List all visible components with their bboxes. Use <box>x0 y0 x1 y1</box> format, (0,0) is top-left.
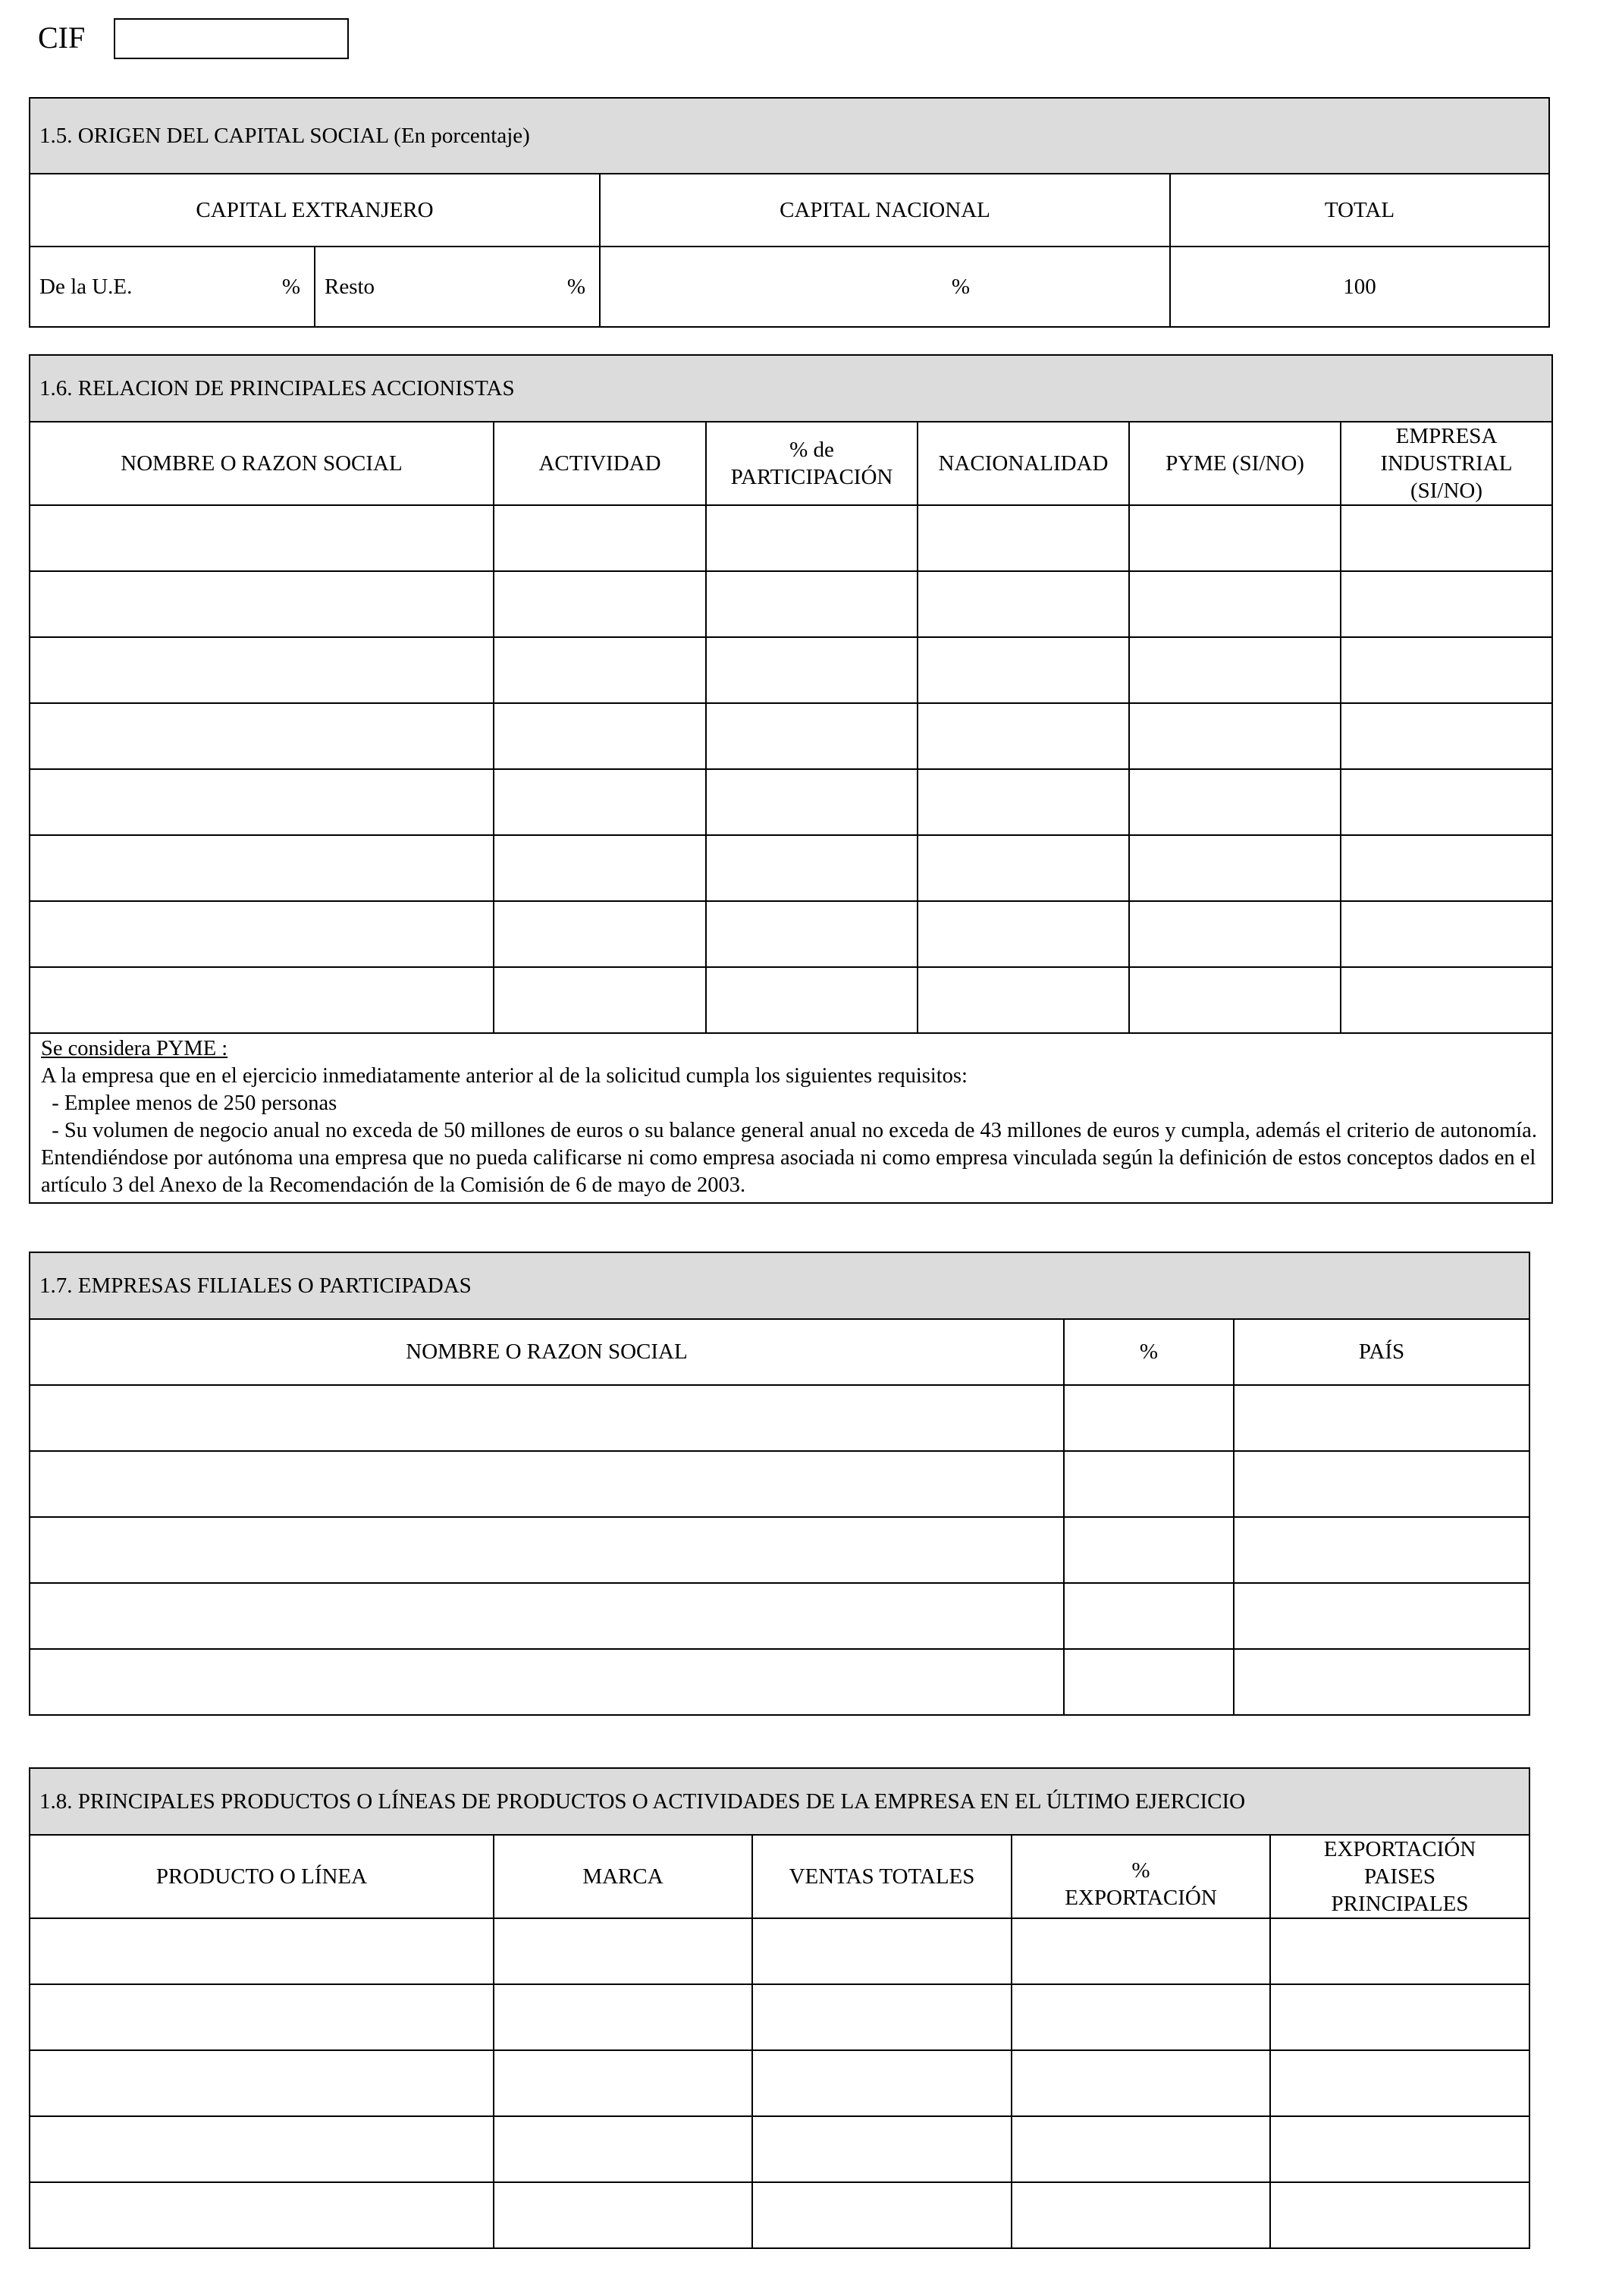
ue-percent-sign: % <box>281 274 301 299</box>
industrial-header-line1: EMPRESA <box>1395 424 1498 448</box>
shareholder-cell[interactable] <box>30 505 494 571</box>
shareholder-cell-input[interactable] <box>30 724 493 749</box>
product-cell[interactable] <box>494 1918 752 1984</box>
shareholder-cell[interactable] <box>1129 769 1341 835</box>
product-cell[interactable] <box>30 2182 494 2248</box>
product-cell[interactable] <box>494 1984 752 2050</box>
product-row <box>30 2050 1529 2116</box>
product-cell[interactable] <box>1270 1984 1529 2050</box>
export-countries-header <box>1270 1835 1529 1918</box>
total-header: TOTAL <box>1170 174 1549 247</box>
shareholder-row <box>30 967 1552 1033</box>
subsidiary-cell[interactable] <box>1064 1583 1234 1649</box>
shareholder-cell[interactable] <box>918 901 1129 967</box>
shareholder-cell[interactable] <box>918 769 1129 835</box>
shareholder-cell-input[interactable] <box>1341 988 1551 1013</box>
subsidiary-cell[interactable] <box>1234 1385 1529 1451</box>
product-cell[interactable] <box>1012 2116 1270 2182</box>
shareholder-cell-input[interactable] <box>1130 988 1340 1013</box>
shareholder-row <box>30 901 1552 967</box>
ue-cell[interactable] <box>30 247 315 327</box>
shareholder-cell[interactable] <box>1129 505 1341 571</box>
subsidiary-cell-input[interactable] <box>30 1472 1063 1497</box>
section-1-6-title: 1.6. RELACION DE PRINCIPALES ACCIONISTAS <box>30 355 1552 422</box>
product-cell[interactable] <box>1012 2050 1270 2116</box>
product-cell[interactable] <box>30 1984 494 2050</box>
shareholder-cell-input[interactable] <box>30 856 493 881</box>
product-cell[interactable] <box>752 1984 1012 2050</box>
shareholder-cell-input[interactable] <box>707 790 917 815</box>
subsidiary-cell[interactable] <box>1234 1517 1529 1583</box>
subsidiary-row <box>30 1385 1529 1451</box>
subsidiary-cell-input[interactable] <box>1065 1604 1233 1629</box>
shareholder-cell-input[interactable] <box>1130 658 1340 683</box>
shareholder-cell-input[interactable] <box>918 526 1128 551</box>
shareholder-cell[interactable] <box>1341 835 1552 901</box>
export-percent-line2: EXPORTACIÓN <box>1065 1886 1217 1910</box>
marca-header: MARCA <box>494 1835 752 1918</box>
section-1-7-title: 1.7. EMPRESAS FILIALES O PARTICIPADAS <box>30 1252 1529 1319</box>
nacionalidad-header: NACIONALIDAD <box>918 422 1129 505</box>
shareholder-row <box>30 571 1552 637</box>
participacion-header <box>706 422 918 505</box>
subsidiary-percent-header: % <box>1064 1319 1234 1385</box>
shareholder-cell[interactable] <box>30 637 494 703</box>
product-cell-input[interactable] <box>1271 2137 1529 2162</box>
shareholder-cell[interactable] <box>706 703 918 769</box>
product-cell[interactable] <box>30 1918 494 1984</box>
shareholders-table <box>29 354 1553 1204</box>
shareholder-cell-input[interactable] <box>494 658 705 683</box>
product-cell-input[interactable] <box>494 2203 751 2228</box>
product-cell[interactable] <box>1270 2116 1529 2182</box>
product-cell[interactable] <box>1012 1918 1270 1984</box>
product-cell-input[interactable] <box>494 2071 751 2096</box>
product-cell-input[interactable] <box>494 2137 751 2162</box>
empresa-industrial-header <box>1341 422 1552 505</box>
shareholder-cell[interactable] <box>494 703 706 769</box>
shareholder-cell-input[interactable] <box>30 592 493 617</box>
shareholder-cell[interactable] <box>706 505 918 571</box>
subsidiary-cell[interactable] <box>30 1517 1064 1583</box>
shareholder-cell[interactable] <box>706 901 918 967</box>
shareholder-cell[interactable] <box>918 703 1129 769</box>
subsidiary-cell-input[interactable] <box>1065 1538 1233 1563</box>
products-rows <box>30 1918 1529 2248</box>
shareholder-cell-input[interactable] <box>1130 592 1340 617</box>
shareholder-row <box>30 769 1552 835</box>
product-cell[interactable] <box>494 2116 752 2182</box>
shareholder-cell[interactable] <box>918 637 1129 703</box>
product-cell-input[interactable] <box>1012 2071 1269 2096</box>
nacional-percent-sign: % <box>951 274 971 299</box>
shareholder-cell[interactable] <box>494 505 706 571</box>
shareholder-cell-input[interactable] <box>707 658 917 683</box>
shareholder-cell[interactable] <box>918 571 1129 637</box>
shareholder-cell[interactable] <box>494 769 706 835</box>
subsidiary-cell-input[interactable] <box>30 1670 1063 1695</box>
subsidiary-cell[interactable] <box>1064 1649 1234 1715</box>
subsidiary-cell[interactable] <box>30 1385 1064 1451</box>
product-cell[interactable] <box>1012 2182 1270 2248</box>
cif-input-box[interactable] <box>114 18 349 59</box>
product-cell-input[interactable] <box>1012 1940 1269 1964</box>
actividad-header: ACTIVIDAD <box>494 422 706 505</box>
capital-extranjero-header: CAPITAL EXTRANJERO <box>30 174 600 247</box>
subsidiary-cell[interactable] <box>1234 1649 1529 1715</box>
shareholder-cell-input[interactable] <box>918 988 1128 1013</box>
shareholder-cell[interactable] <box>706 571 918 637</box>
product-cell[interactable] <box>30 2116 494 2182</box>
shareholder-cell-input[interactable] <box>707 988 917 1013</box>
product-cell[interactable] <box>752 2182 1012 2248</box>
shareholder-cell-input[interactable] <box>1341 526 1551 551</box>
shareholder-cell[interactable] <box>706 637 918 703</box>
subsidiaries-rows <box>30 1385 1529 1715</box>
shareholder-cell-input[interactable] <box>30 988 493 1013</box>
subsidiary-cell[interactable] <box>1064 1517 1234 1583</box>
product-cell-input[interactable] <box>753 2005 1011 2030</box>
capital-nacional-header: CAPITAL NACIONAL <box>600 174 1170 247</box>
shareholder-cell-input[interactable] <box>1341 658 1551 683</box>
participacion-header-line2: PARTICIPACIÓN <box>730 465 893 489</box>
product-cell[interactable] <box>752 1918 1012 1984</box>
shareholder-cell[interactable] <box>918 505 1129 571</box>
shareholder-cell-input[interactable] <box>1130 724 1340 749</box>
shareholder-cell-input[interactable] <box>918 790 1128 815</box>
subsidiary-nombre-header: NOMBRE O RAZON SOCIAL <box>30 1319 1064 1385</box>
product-cell[interactable] <box>752 2116 1012 2182</box>
shareholder-cell[interactable] <box>30 769 494 835</box>
shareholder-cell[interactable] <box>918 967 1129 1033</box>
subsidiary-cell-input[interactable] <box>1065 1472 1233 1497</box>
shareholder-cell-input[interactable] <box>1130 526 1340 551</box>
product-cell-input[interactable] <box>753 2203 1011 2228</box>
shareholder-cell-input[interactable] <box>494 988 705 1013</box>
shareholder-cell[interactable] <box>1129 901 1341 967</box>
resto-label: Resto <box>325 274 375 299</box>
product-cell-input[interactable] <box>1271 1940 1529 1964</box>
shareholder-cell-input[interactable] <box>918 856 1128 881</box>
shareholder-cell[interactable] <box>30 703 494 769</box>
subsidiaries-table <box>29 1252 1530 1716</box>
product-row <box>30 2182 1529 2248</box>
subsidiary-cell[interactable] <box>30 1583 1064 1649</box>
shareholder-row <box>30 835 1552 901</box>
section-1-8-title: 1.8. PRINCIPALES PRODUCTOS O LÍNEAS DE PRODUCTOS O ACTIVIDADES DE LA EMPRESA EN EL ÚLTIMO EJERCICIO <box>30 1768 1529 1835</box>
product-cell-input[interactable] <box>1271 2071 1529 2096</box>
industrial-header-line3: (SI/NO) <box>1410 479 1483 503</box>
subsidiary-cell-input[interactable] <box>1235 1406 1529 1431</box>
pyme-note-line1: A la empresa que en el ejercicio inmediatamente anterior al de la solicitud cumpla los siguientes requisitos: <box>41 1064 968 1088</box>
ventas-header: VENTAS TOTALES <box>752 1835 1012 1918</box>
shareholder-cell-input[interactable] <box>30 922 493 947</box>
shareholder-cell[interactable] <box>1341 703 1552 769</box>
subsidiary-cell[interactable] <box>1234 1583 1529 1649</box>
shareholder-cell[interactable] <box>494 835 706 901</box>
shareholder-cell[interactable] <box>706 967 918 1033</box>
industrial-header-line2: INDUSTRIAL <box>1380 451 1513 476</box>
shareholder-cell-input[interactable] <box>707 526 917 551</box>
subsidiary-cell-input[interactable] <box>1235 1670 1529 1695</box>
subsidiary-cell-input[interactable] <box>30 1406 1063 1431</box>
section-1-5-title: 1.5. ORIGEN DEL CAPITAL SOCIAL (En porcentaje) <box>30 98 1549 174</box>
shareholder-cell[interactable] <box>706 769 918 835</box>
shareholder-cell-input[interactable] <box>1130 856 1340 881</box>
producto-header: PRODUCTO O LÍNEA <box>30 1835 494 1918</box>
shareholder-cell[interactable] <box>1341 505 1552 571</box>
subsidiary-cell[interactable] <box>30 1649 1064 1715</box>
shareholder-cell[interactable] <box>494 571 706 637</box>
product-cell-input[interactable] <box>1271 2005 1529 2030</box>
product-cell[interactable] <box>494 2182 752 2248</box>
shareholder-cell[interactable] <box>1341 769 1552 835</box>
product-cell[interactable] <box>1270 2050 1529 2116</box>
subsidiary-cell-input[interactable] <box>1065 1670 1233 1695</box>
subsidiary-row <box>30 1649 1529 1715</box>
shareholder-cell-input[interactable] <box>918 592 1128 617</box>
subsidiary-cell[interactable] <box>1234 1451 1529 1517</box>
shareholder-cell-input[interactable] <box>707 724 917 749</box>
total-value: 100 <box>1170 247 1549 327</box>
shareholder-row <box>30 505 1552 571</box>
nacional-percent-cell[interactable] <box>600 247 1170 327</box>
product-cell-input[interactable] <box>494 2005 751 2030</box>
subsidiary-row <box>30 1517 1529 1583</box>
subsidiary-cell-input[interactable] <box>30 1604 1063 1629</box>
shareholders-rows <box>30 505 1552 1033</box>
subsidiary-cell-input[interactable] <box>1235 1538 1529 1563</box>
pyme-definition-note <box>30 1033 1552 1203</box>
export-percent-line1: % <box>1131 1858 1150 1883</box>
shareholder-cell[interactable] <box>1129 637 1341 703</box>
pyme-note-line2: - Emplee menos de 250 personas <box>41 1091 337 1115</box>
product-cell[interactable] <box>1012 1984 1270 2050</box>
shareholder-cell-input[interactable] <box>707 922 917 947</box>
shareholder-cell-input[interactable] <box>1341 592 1551 617</box>
subsidiary-cell-input[interactable] <box>1235 1472 1529 1497</box>
shareholder-cell-input[interactable] <box>918 724 1128 749</box>
shareholder-cell[interactable] <box>30 967 494 1033</box>
subsidiary-cell-input[interactable] <box>30 1538 1063 1563</box>
subsidiary-cell[interactable] <box>1064 1385 1234 1451</box>
resto-percent-sign: % <box>566 274 586 299</box>
shareholder-cell-input[interactable] <box>30 790 493 815</box>
product-cell[interactable] <box>1270 2182 1529 2248</box>
pyme-note-line3: - Su volumen de negocio anual no exceda de 50 millones de euros o su balance general anual no exceda de 43 millones de euros y cumpla, además el criterio de autonomía. Entendiéndose por autónoma una empresa que no pueda calificarse ni como empresa asociada ni como empresa vinculada según la definición de estos conceptos dados en el artículo 3 del Anexo de la Recomendación de la Comisión de 6 de mayo de 2003. <box>41 1119 1543 1197</box>
pyme-header: PYME (SI/NO) <box>1129 422 1341 505</box>
shareholder-row <box>30 637 1552 703</box>
product-row <box>30 2116 1529 2182</box>
nombre-header: NOMBRE O RAZON SOCIAL <box>30 422 494 505</box>
export-countries-line3: PRINCIPALES <box>1331 1892 1469 1916</box>
product-cell-input[interactable] <box>1012 2203 1269 2228</box>
product-row <box>30 1984 1529 2050</box>
product-cell-input[interactable] <box>30 2137 493 2162</box>
product-cell-input[interactable] <box>30 2203 493 2228</box>
product-cell-input[interactable] <box>753 2137 1011 2162</box>
product-cell-input[interactable] <box>1271 2203 1529 2228</box>
product-cell[interactable] <box>752 2050 1012 2116</box>
product-cell-input[interactable] <box>753 2071 1011 2096</box>
subsidiary-cell-input[interactable] <box>1065 1406 1233 1431</box>
shareholder-cell[interactable] <box>1341 571 1552 637</box>
cif-input[interactable] <box>115 20 347 58</box>
shareholder-cell-input[interactable] <box>494 724 705 749</box>
shareholder-cell-input[interactable] <box>1130 922 1340 947</box>
shareholder-cell-input[interactable] <box>30 658 493 683</box>
shareholder-cell[interactable] <box>1129 571 1341 637</box>
shareholder-cell-input[interactable] <box>30 526 493 551</box>
product-cell[interactable] <box>494 2050 752 2116</box>
shareholder-cell[interactable] <box>1129 967 1341 1033</box>
shareholder-cell-input[interactable] <box>494 790 705 815</box>
shareholder-cell[interactable] <box>30 901 494 967</box>
shareholder-cell[interactable] <box>1129 835 1341 901</box>
subsidiary-row <box>30 1451 1529 1517</box>
product-row <box>30 1918 1529 1984</box>
product-cell-input[interactable] <box>30 2005 493 2030</box>
shareholder-cell-input[interactable] <box>1130 790 1340 815</box>
products-table <box>29 1767 1530 2249</box>
shareholder-cell[interactable] <box>1129 703 1341 769</box>
resto-cell[interactable] <box>315 247 600 327</box>
product-cell[interactable] <box>1270 1918 1529 1984</box>
shareholder-cell[interactable] <box>30 835 494 901</box>
cif-label: CIF <box>38 20 86 55</box>
shareholder-cell-input[interactable] <box>707 592 917 617</box>
export-countries-line2: PAISES <box>1363 1864 1436 1889</box>
product-cell-input[interactable] <box>30 2071 493 2096</box>
shareholder-cell-input[interactable] <box>1341 856 1551 881</box>
export-percent-header <box>1012 1835 1270 1918</box>
shareholder-cell-input[interactable] <box>494 856 705 881</box>
product-cell-input[interactable] <box>1012 2005 1269 2030</box>
subsidiary-pais-header: PAÍS <box>1234 1319 1529 1385</box>
shareholder-cell-input[interactable] <box>1341 790 1551 815</box>
participacion-header-line1: % de <box>789 438 834 462</box>
shareholder-cell[interactable] <box>706 835 918 901</box>
subsidiary-cell[interactable] <box>1064 1451 1234 1517</box>
subsidiary-cell[interactable] <box>30 1451 1064 1517</box>
shareholder-cell-input[interactable] <box>1341 922 1551 947</box>
shareholder-cell[interactable] <box>494 901 706 967</box>
subsidiary-cell-input[interactable] <box>1235 1604 1529 1629</box>
shareholder-cell[interactable] <box>1341 901 1552 967</box>
shareholder-cell-input[interactable] <box>494 922 705 947</box>
shareholder-cell-input[interactable] <box>918 922 1128 947</box>
shareholder-cell-input[interactable] <box>918 658 1128 683</box>
product-cell-input[interactable] <box>753 1940 1011 1964</box>
shareholder-cell[interactable] <box>1341 967 1552 1033</box>
shareholder-cell[interactable] <box>30 571 494 637</box>
shareholder-cell-input[interactable] <box>707 856 917 881</box>
shareholder-cell[interactable] <box>918 835 1129 901</box>
shareholder-cell-input[interactable] <box>494 592 705 617</box>
shareholder-cell[interactable] <box>494 637 706 703</box>
shareholder-cell-input[interactable] <box>1341 724 1551 749</box>
capital-origin-table <box>29 97 1550 328</box>
pyme-note-heading: Se considera PYME : <box>41 1037 228 1060</box>
shareholder-row <box>30 703 1552 769</box>
product-cell-input[interactable] <box>1012 2137 1269 2162</box>
subsidiary-row <box>30 1583 1529 1649</box>
shareholder-cell[interactable] <box>494 967 706 1033</box>
shareholder-cell-input[interactable] <box>494 526 705 551</box>
product-cell-input[interactable] <box>30 1940 493 1964</box>
shareholder-cell[interactable] <box>1341 637 1552 703</box>
product-cell[interactable] <box>30 2050 494 2116</box>
product-cell-input[interactable] <box>494 1940 751 1964</box>
export-countries-line1: EXPORTACIÓN <box>1323 1837 1476 1861</box>
ue-label: De la U.E. <box>39 274 133 299</box>
